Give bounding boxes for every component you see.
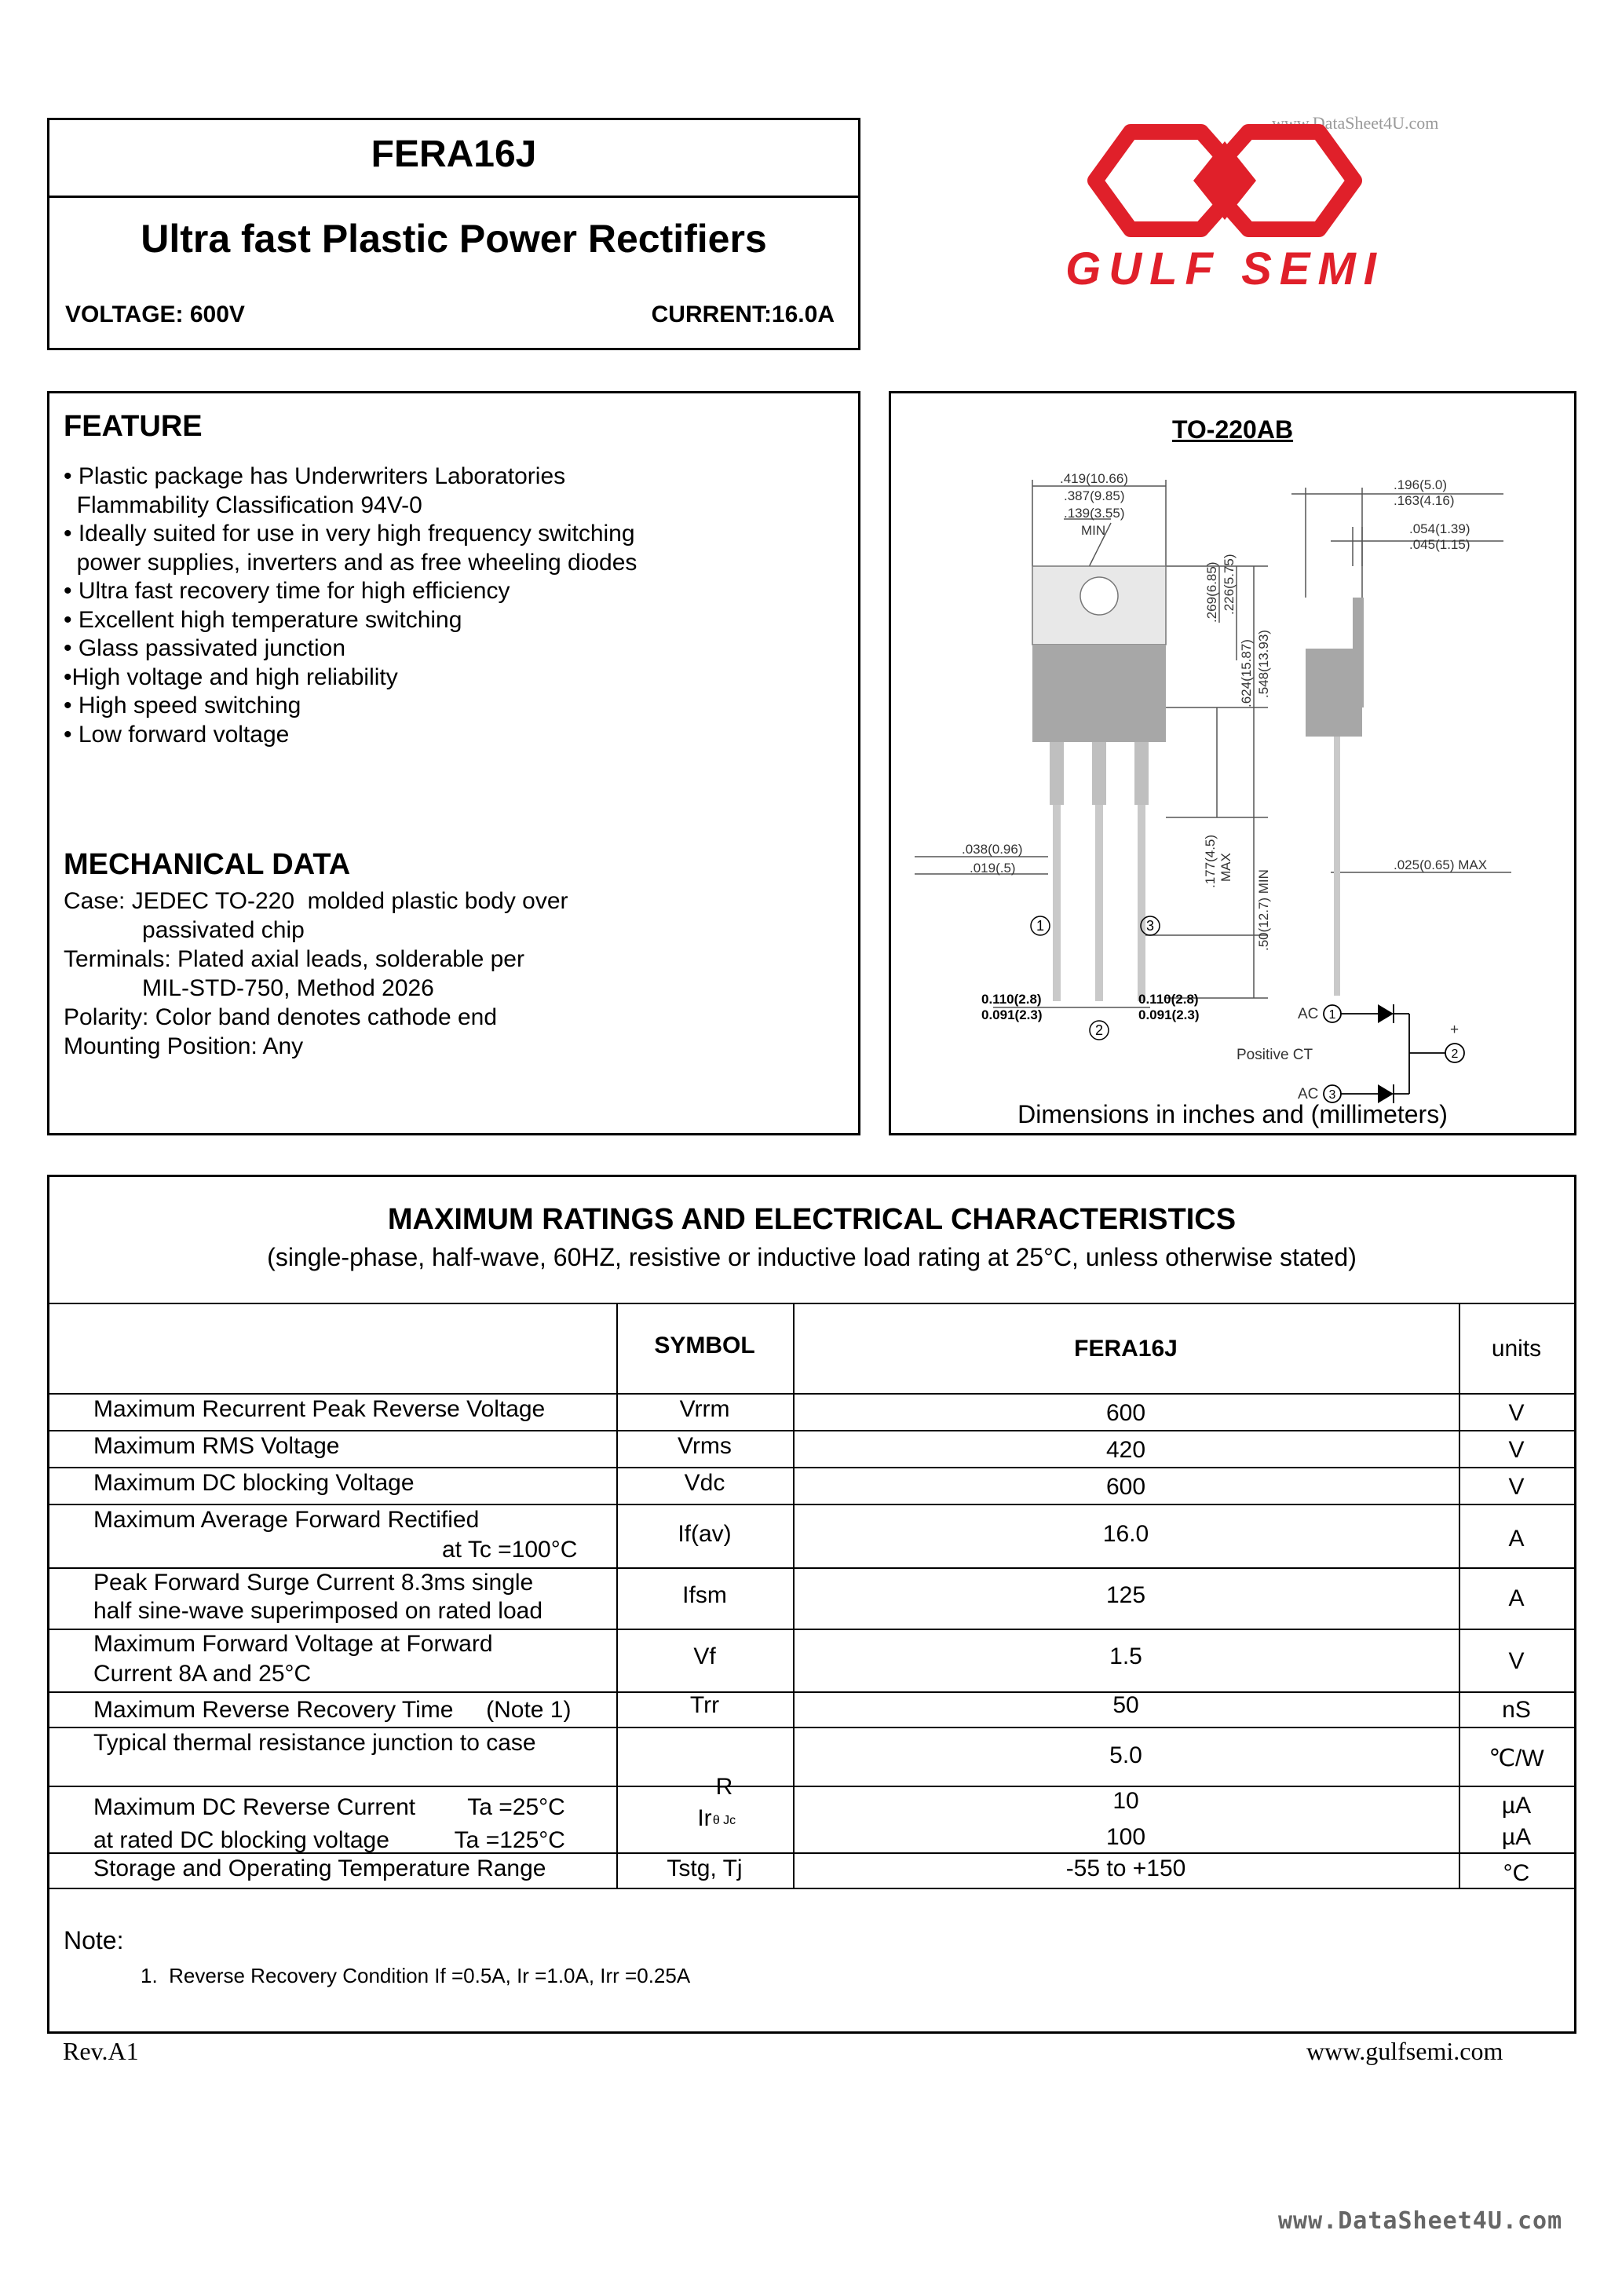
symbol-cell: If(av) [678, 1521, 732, 1547]
part-number: FERA16J [371, 133, 537, 175]
package-box [889, 391, 1576, 1135]
feature-heading: FEATURE [64, 410, 203, 443]
package-caption: Dimensions in inches and (millimeters) [1017, 1100, 1448, 1128]
header-box [47, 118, 860, 350]
pin-label: 1 [1036, 918, 1045, 934]
col-header-symbol: SYMBOL [654, 1333, 755, 1358]
dim-text: .163(4.16) [1394, 493, 1455, 508]
value-cell: 600 [1105, 1400, 1146, 1426]
feature-box [47, 391, 860, 1135]
symbol-cell: Ifsm [682, 1582, 727, 1608]
circuit-label: Positive CT [1237, 1047, 1313, 1063]
dim-text: MIN [1081, 523, 1106, 538]
symbol-main: R [715, 1774, 733, 1800]
dim-text: .139(3.55) [1064, 506, 1125, 521]
feature-item: • Excellent high temperature switching [64, 606, 462, 633]
feature-item: power supplies, inverters and as free wheeling diodes [64, 549, 637, 576]
feature-item: • Plastic package has Underwriters Laboratories [64, 463, 566, 489]
circuit-ac3: AC [1298, 1086, 1319, 1102]
dim-text: .038(0.96) [962, 842, 1023, 857]
dim-text: .50(12.7) MIN [1256, 869, 1271, 951]
dim-text: .419(10.66) [1060, 471, 1128, 486]
param-cell: Maximum RMS Voltage [93, 1433, 340, 1459]
param-cell: Maximum DC Reverse Current Ta =25°C [93, 1794, 565, 1820]
revision: Rev.A1 [63, 2037, 139, 2065]
unit-cell: °C [1503, 1860, 1530, 1886]
symbol-cell: Vf [693, 1643, 716, 1669]
footer-website[interactable]: www.gulfsemi.com [1306, 2037, 1503, 2065]
feature-item: • Glass passivated junction [64, 635, 346, 661]
symbol-cell: Tstg, Tj [667, 1855, 743, 1881]
param-cell-line2: Current 8A and 25°C [93, 1661, 312, 1687]
dim-text: .226(5.75) [1222, 554, 1237, 615]
pin-label: 1 [1328, 1008, 1336, 1022]
unit-cell: V [1508, 1648, 1525, 1674]
feature-item: • Low forward voltage [64, 721, 290, 748]
current-rating: CURRENT:16.0A [651, 302, 835, 327]
symbol-cell: Vrrm [679, 1396, 730, 1422]
param-cell-line2: at Tc =100°C [442, 1537, 578, 1563]
table-rule [49, 1303, 1574, 1304]
param-cell: Typical thermal resistance junction to case [93, 1730, 536, 1756]
dim-text: 0.091(2.3) [981, 1007, 1043, 1022]
note-text: 1. Reverse Recovery Condition If =0.5A, Ir =1.0A, Irr =0.25A [141, 1964, 691, 1987]
unit-cell: A [1508, 1585, 1525, 1611]
unit-cell: V [1508, 1474, 1525, 1500]
param-cell: Peak Forward Surge Current 8.3ms single [93, 1570, 534, 1596]
dim-text: .177(4.5) [1203, 834, 1218, 888]
gulf-semi-logo [1044, 118, 1405, 298]
watermark-url: www.DataSheet4U.com [1272, 113, 1439, 133]
dim-text: .019(.5) [970, 861, 1016, 876]
mechanical-heading: MECHANICAL DATA [64, 848, 351, 881]
feature-item: •High voltage and high reliability [64, 664, 398, 690]
feature-item: • High speed switching [64, 693, 301, 718]
mechanical-item: passivated chip [64, 917, 305, 943]
dim-text: 0.110(2.8) [1138, 992, 1199, 1007]
dim-text: .624(15.87) [1239, 639, 1254, 707]
table-rule [49, 1888, 1574, 1889]
mechanical-item: Terminals: Plated axial leads, solderable per [64, 946, 524, 972]
value-cell: 50 [1112, 1692, 1139, 1718]
mechanical-item: Case: JEDEC TO-220 molded plastic body over [64, 888, 568, 914]
dim-text: 0.091(2.3) [1138, 1007, 1200, 1022]
col-header-part: FERA16J [1074, 1336, 1178, 1362]
page-title: Ultra fast Plastic Power Rectifiers [141, 217, 767, 261]
symbol-cell: Trr [689, 1692, 720, 1718]
value-cell: 420 [1105, 1437, 1146, 1463]
unit-cell-line2: µA [1501, 1824, 1532, 1850]
feature-item: • Ultra fast recovery time for high efficiency [64, 578, 510, 604]
dim-text: .196(5.0) [1394, 477, 1448, 492]
dim-text: .045(1.15) [1409, 537, 1470, 552]
dim-text: 0.110(2.8) [981, 992, 1042, 1007]
symbol-subscript: θ Jc [712, 1814, 736, 1827]
ratings-subtitle: (single-phase, half-wave, 60HZ, resistive or inductive load rating at 25°C, unless otherwise stated) [267, 1243, 1357, 1271]
dim-text: .548(13.93) [1256, 630, 1271, 698]
symbol-cell: Ir [697, 1805, 712, 1831]
dim-text: .269(6.85) [1204, 561, 1219, 623]
dim-text: .054(1.39) [1409, 521, 1470, 536]
unit-cell: µA [1501, 1793, 1532, 1819]
voltage-rating: VOLTAGE: 600V [65, 302, 245, 327]
param-cell-line2: half sine-wave superimposed on rated load [93, 1598, 543, 1624]
symbol-cell: Vrms [678, 1433, 732, 1459]
unit-cell: A [1508, 1526, 1525, 1552]
logo-text: GULF SEMI [1065, 243, 1384, 294]
dim-text: .387(9.85) [1064, 488, 1125, 503]
pin-label: 3 [1328, 1088, 1336, 1102]
dim-text: MAX [1218, 853, 1233, 882]
param-cell: Maximum DC blocking Voltage [93, 1470, 415, 1496]
value-cell: 5.0 [1109, 1742, 1142, 1768]
value-cell: 600 [1105, 1474, 1146, 1500]
circuit-plus: + [1450, 1022, 1459, 1038]
param-cell: Maximum Recurrent Peak Reverse Voltage [93, 1396, 546, 1422]
package-drawing [891, 448, 1574, 1045]
value-cell: 10 [1112, 1788, 1139, 1814]
dim-text: .025(0.65) MAX [1394, 857, 1488, 872]
symbol-cell: Vdc [684, 1470, 725, 1496]
unit-cell: ℃/W [1489, 1746, 1544, 1771]
ratings-box [47, 1175, 1576, 2034]
pin-label: 2 [1451, 1047, 1459, 1061]
header-divider [49, 196, 858, 198]
value-cell: 125 [1105, 1582, 1146, 1608]
mechanical-item: Mounting Position: Any [64, 1033, 304, 1059]
mechanical-item: MIL-STD-750, Method 2026 [64, 975, 434, 1001]
mechanical-item: Polarity: Color band denotes cathode end [64, 1004, 498, 1030]
pin-label: 3 [1145, 918, 1155, 934]
feature-list [64, 462, 637, 749]
value-cell: 1.5 [1109, 1643, 1142, 1669]
unit-cell: V [1508, 1400, 1525, 1426]
value-cell: 16.0 [1102, 1521, 1149, 1547]
unit-cell: V [1508, 1437, 1525, 1463]
circuit-ac1: AC [1298, 1006, 1319, 1022]
feature-item: Flammability Classification 94V-0 [64, 492, 422, 518]
feature-item: • Ideally suited for use in very high frequency switching [64, 521, 635, 547]
value-cell-line2: 100 [1105, 1824, 1146, 1850]
col-header-units: units [1491, 1336, 1542, 1362]
param-cell: Storage and Operating Temperature Range [93, 1855, 546, 1881]
note-heading: Note: [64, 1926, 124, 1954]
param-cell: Maximum Forward Voltage at Forward [93, 1631, 493, 1657]
value-cell: -55 to +150 [1065, 1855, 1186, 1881]
mechanical-list [64, 887, 568, 1061]
param-cell: Maximum Average Forward Rectified [93, 1507, 480, 1533]
package-title: TO-220AB [1171, 415, 1294, 444]
param-cell: Maximum Reverse Recovery Time (Note 1) [93, 1697, 572, 1723]
pin-label: 2 [1094, 1022, 1104, 1038]
footer-watermark: www.DataSheet4U.com [1278, 2207, 1563, 2235]
param-cell-line2: at rated DC blocking voltage Ta =125°C [93, 1827, 565, 1853]
ratings-title: MAXIMUM RATINGS AND ELECTRICAL CHARACTERISTICS [387, 1203, 1237, 1236]
unit-cell: nS [1502, 1697, 1531, 1723]
